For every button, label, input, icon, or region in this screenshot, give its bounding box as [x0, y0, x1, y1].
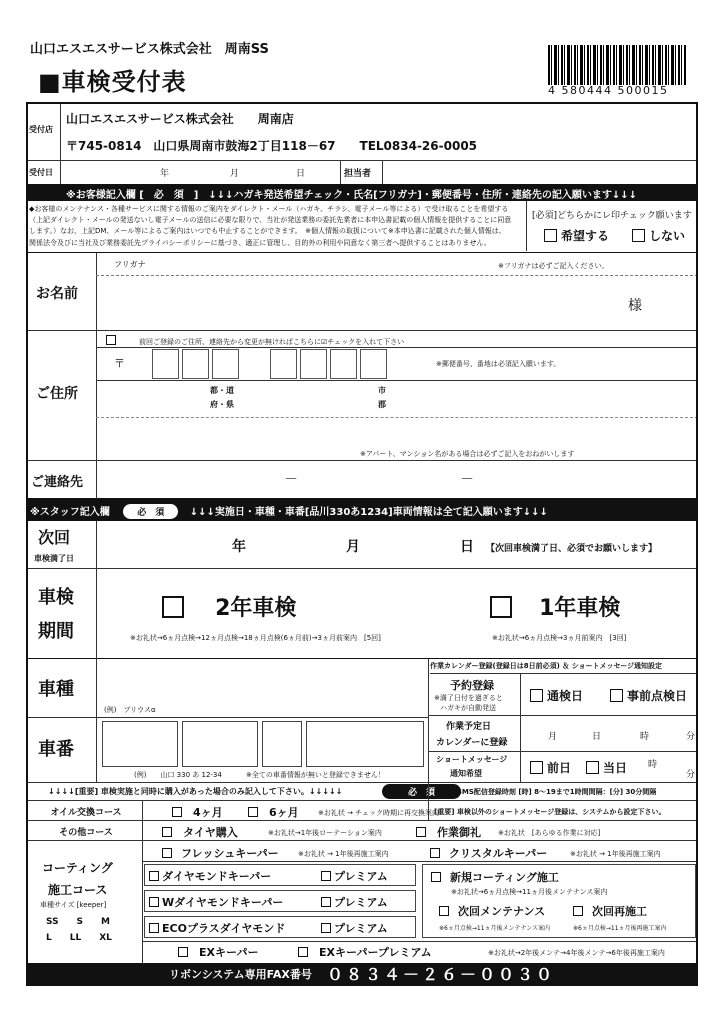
next-day: 日	[460, 539, 474, 555]
plate-number-input[interactable]	[306, 721, 424, 767]
address-unchanged-note: 前回ご登録のご住所、連絡先から変更が無ければこちらに☑チェックを入れて下さい	[139, 338, 405, 346]
ex-premium-checkbox[interactable]	[298, 947, 308, 957]
crystal-keeper-option[interactable]	[430, 845, 547, 861]
contact-label: ご連絡先	[31, 475, 84, 490]
schedule-hour: 時	[640, 732, 650, 742]
plate-region-input[interactable]	[102, 721, 178, 767]
sms-today-checkbox[interactable]	[586, 761, 599, 774]
w-diamond-premium-option[interactable]	[321, 894, 388, 910]
sms-today-label: 当日	[603, 761, 628, 775]
w-diamond-keeper-label: Wダイヤモンドキーパー	[162, 896, 284, 909]
city-label-top: 市	[378, 386, 386, 395]
next-recoat-label: 次回再施工	[592, 905, 647, 918]
diamond-keeper-row	[144, 864, 416, 886]
other-course-row	[26, 821, 698, 841]
dm-no-option[interactable]	[632, 227, 685, 244]
zip-digit-2[interactable]	[182, 349, 209, 379]
next-recoat-note: ※6ヵ月点検→11ヵ月後再施工案内	[573, 925, 667, 932]
w-diamond-premium-checkbox[interactable]	[321, 897, 331, 907]
w-diamond-keeper-checkbox[interactable]	[149, 897, 159, 907]
name-input[interactable]	[106, 279, 626, 325]
zip-digit-4[interactable]	[270, 349, 297, 379]
customer-section-bar: ※お客様記入欄 [ 必 須 ] ↓↓↓ハガキ発送希望チェック・氏名[フリガナ]・郵便番号・住所・連絡先の記入願います↓↓↓	[26, 184, 698, 201]
coating-label-bottom: 施工コース	[48, 883, 108, 897]
coating-section	[26, 841, 698, 963]
contact-dash-2: －	[460, 472, 474, 488]
address-street-input[interactable]	[106, 419, 696, 445]
car-size-label: 車種サイズ [keeper]	[40, 901, 107, 909]
inspection-period-section	[26, 569, 698, 659]
next-expiry-date-input[interactable]	[106, 527, 476, 563]
privacy-line-2: （上記ダイレクト・メールの発送ないし電子メールの送信に必要な限りで、当社が発送業務の委託先業者に本申込書記載の個人情報を提供することに同意	[29, 216, 512, 224]
sms-label-2: 通知希望	[450, 769, 482, 778]
phone-input[interactable]	[106, 465, 696, 495]
dm-no-label: しない	[649, 229, 686, 243]
page-title: ■車検受付表	[38, 68, 187, 96]
new-coating-checkbox[interactable]	[431, 872, 441, 882]
tire-option[interactable]	[162, 824, 238, 840]
diamond-premium-checkbox[interactable]	[321, 871, 331, 881]
next-note: 【次回車検満了日、必須でお願いします】	[486, 544, 658, 554]
eco-plus-diamond-checkbox[interactable]	[149, 923, 159, 933]
fresh-keeper-label: フレッシュキーパー	[181, 847, 279, 860]
w-diamond-keeper-option[interactable]	[149, 894, 283, 910]
fresh-keeper-checkbox[interactable]	[162, 848, 172, 858]
car-number-note: ※全ての車番情報が無いと登録できません！	[246, 771, 385, 779]
eco-premium-label: プレミアム	[334, 922, 388, 935]
one-year-option[interactable]	[490, 591, 620, 622]
zip-digit-1[interactable]	[152, 349, 179, 379]
reception-date-label: 受付日	[29, 168, 53, 177]
fax-label: リボンシステム専用FAX番号	[169, 968, 312, 981]
sms-time-note: [注意] SMS配信登録時刻 [時] 8～19まで1時間間隔：[分] 30分間隔	[434, 788, 657, 796]
diamond-keeper-checkbox[interactable]	[149, 871, 159, 881]
diamond-keeper-option[interactable]	[149, 868, 271, 884]
address-section	[26, 331, 698, 461]
reception-day: 日	[296, 169, 306, 179]
sama-label: 様	[628, 298, 642, 314]
plate-class-input[interactable]	[182, 721, 258, 767]
w-diamond-keeper-row	[144, 890, 416, 912]
car-type-label: 車種	[38, 679, 74, 700]
fax-number: ０８３４－２６－００３０	[326, 965, 555, 984]
period-label-bottom: 期間	[38, 621, 74, 642]
kenshin-option[interactable]	[530, 687, 583, 704]
sms-hour: 時	[648, 760, 658, 770]
work-thanks-label: 作業御礼	[437, 826, 481, 839]
oil-6month-option[interactable]	[248, 804, 299, 820]
ex-keeper-label: EXキーパー	[199, 946, 259, 959]
schedule-minute: 分	[686, 732, 696, 742]
reception-section	[26, 102, 698, 184]
crystal-keeper-note: ※お礼状 → 1年後再施工案内	[570, 850, 661, 858]
jizen-checkbox[interactable]	[610, 689, 623, 702]
company-header: 山口エスエスサービス株式会社 周南SS	[30, 42, 269, 57]
eco-premium-option[interactable]	[321, 920, 388, 936]
work-thanks-checkbox[interactable]	[416, 827, 426, 837]
staff-bar-label: ※スタッフ記入欄	[30, 507, 110, 518]
city-label-bottom: 郡	[378, 400, 386, 409]
car-number-label: 車番	[38, 739, 74, 760]
diamond-premium-option[interactable]	[321, 868, 388, 884]
ex-premium-option[interactable]	[298, 944, 432, 960]
diamond-premium-label: プレミアム	[334, 870, 388, 883]
fresh-keeper-option[interactable]	[162, 845, 279, 861]
sms-prev-day-label: 前日	[547, 761, 572, 775]
next-maintenance-note: ※6ヵ月点検→11ヵ月後メンテナンス案内	[439, 925, 551, 932]
address-prefecture-city-input[interactable]	[106, 381, 696, 415]
schedule-label-1: 作業予定日	[446, 722, 492, 732]
two-year-checkbox[interactable]	[162, 596, 184, 618]
barcode-graphic	[548, 45, 686, 85]
important-bar-text: ↓↓↓↓[重要] 車検実施と同時に購入があった場合のみ記入して下さい。↓↓↓↓↓	[48, 787, 343, 796]
important-required-badge: 必 須	[382, 784, 461, 799]
car-sizes-row-2: L LL XL	[46, 933, 112, 943]
kenshin-label: 通検日	[547, 689, 584, 703]
oil-6month-label: 6ヶ月	[269, 806, 299, 819]
new-coating-note: ※お礼状→6ヵ月点検→11ヵ月後メンテナンス案内	[451, 888, 608, 896]
new-coating-option[interactable]	[431, 869, 559, 885]
furigana-label: フリガナ	[114, 260, 146, 269]
name-label: お名前	[36, 286, 78, 302]
eco-plus-diamond-row	[144, 916, 416, 938]
oil-course-row	[26, 801, 698, 821]
work-thanks-note: ※お礼状 [あらゆる作業に対応]	[498, 829, 601, 837]
w-diamond-premium-label: プレミアム	[334, 896, 388, 909]
prefecture-label-bottom: 府・県	[210, 400, 234, 409]
other-label: その他コース	[59, 828, 113, 838]
dm-required-note: [必須]どちらかにレ印チェック願います	[532, 211, 692, 221]
address-label: ご住所	[36, 386, 78, 402]
sms-label-1: ショートメッセージ	[436, 755, 508, 764]
diamond-keeper-label: ダイヤモンドキーパー	[162, 870, 272, 883]
ex-note: ※お礼状→2年後メンテ→4年後メンテ→6年後再施工案内	[488, 949, 665, 957]
store-address: 〒745-0814 山口県周南市鼓海2丁目118－67 TEL0834-26-0005	[66, 139, 478, 153]
privacy-section	[26, 201, 698, 253]
barcode-number: 4 580444 500015	[548, 84, 669, 97]
zip-mark: 〒	[114, 357, 125, 370]
fax-footer	[26, 963, 698, 986]
privacy-line-3: します。）なお、上記DM、メール等によるご案内はいつでも中止することができます。 ※個人情報の取扱について※本申込書に記載された個人情報は、	[29, 227, 506, 235]
next-month: 月	[346, 539, 360, 555]
sms-minute: 分	[686, 770, 696, 780]
zip-digit-7[interactable]	[360, 349, 387, 379]
new-coating-panel	[422, 864, 696, 938]
jizen-option[interactable]	[610, 687, 687, 704]
plate-kana-input[interactable]	[262, 721, 302, 767]
next-year: 年	[232, 539, 246, 555]
reception-year: 年	[160, 169, 170, 179]
dm-no-checkbox[interactable]	[632, 229, 645, 242]
yoyaku-label: 予約登録	[450, 679, 494, 692]
period-label-top: 車検	[38, 587, 74, 608]
address-unchanged-checkbox[interactable]	[106, 335, 116, 345]
fresh-keeper-note: ※お礼状 → 1年後再施工案内	[298, 850, 389, 858]
yoyaku-sub-1: ※満了日付を過ぎると	[434, 694, 503, 702]
staff-bar-text: ↓↓↓実施日・車種・車番[品川330あ1234]車両情報は全て記入願います↓↓↓	[189, 507, 548, 518]
ex-keeper-option[interactable]	[178, 944, 258, 960]
schedule-day: 日	[592, 732, 602, 742]
name-section	[26, 253, 698, 331]
oil-label: オイル交換コース	[50, 808, 122, 818]
car-type-example: (例) プリウスα	[104, 706, 156, 714]
store-label: 受付店	[29, 125, 53, 134]
crystal-keeper-checkbox[interactable]	[430, 848, 440, 858]
zip-note: ※郵便番号、番地は必須記入願います。	[436, 360, 561, 368]
yoyaku-sub-2: ハガキが自動発送	[440, 704, 496, 712]
dm-hope-checkbox[interactable]	[544, 229, 557, 242]
next-recoat-option[interactable]	[573, 903, 647, 919]
car-type-input[interactable]	[102, 663, 422, 703]
new-coating-label: 新規コーティング施工	[450, 871, 559, 884]
eco-plus-diamond-label: ECOプラスダイヤモンド	[162, 922, 286, 935]
staff-label: 担当者	[344, 169, 372, 179]
kenshin-checkbox[interactable]	[530, 689, 543, 702]
dm-hope-label: 希望する	[561, 229, 610, 243]
next-label: 次回	[38, 528, 71, 547]
calendar-header: 作業カレンダー登録(登録日は8日前必須) ＆ ショートメッセージ通知設定	[430, 661, 698, 674]
oil-note: ※お礼状 → チェック時期に再交換案内	[318, 809, 439, 817]
sms-prev-day-option[interactable]	[530, 759, 571, 776]
next-expiry-section	[26, 521, 698, 569]
tire-note: ※お礼状→1年後ローテーション案内	[268, 829, 382, 837]
tire-label: タイヤ購入	[183, 826, 238, 839]
one-year-label: 1年車検	[539, 596, 621, 621]
next-sublabel: 車検満了日	[34, 554, 74, 563]
next-recoat-checkbox[interactable]	[573, 906, 583, 916]
sms-today-option[interactable]	[586, 759, 627, 776]
address-unchanged-option[interactable]	[106, 335, 404, 347]
oil-4month-label: 4ヶ月	[193, 806, 223, 819]
ex-keeper-checkbox[interactable]	[178, 947, 188, 957]
eco-premium-checkbox[interactable]	[321, 923, 331, 933]
schedule-datetime-input[interactable]	[524, 719, 696, 749]
zip-digit-6[interactable]	[330, 349, 357, 379]
sms-system-note: [重要] 車検以外のショートメッセージ登録は、システムから設定下さい。	[434, 808, 666, 816]
dm-hope-option[interactable]	[544, 227, 609, 244]
sms-prev-day-checkbox[interactable]	[530, 761, 543, 774]
two-year-option[interactable]	[162, 591, 296, 622]
zip-digit-3[interactable]	[212, 349, 239, 379]
oil-4month-checkbox[interactable]	[172, 807, 182, 817]
store-name: 山口エスエスサービス株式会社 周南店	[66, 112, 294, 126]
two-year-label: 2年車検	[215, 596, 297, 621]
reception-month: 月	[230, 169, 240, 179]
one-year-note: ※お礼状→6ヵ月点検→3ヵ月前案内 [3回]	[492, 634, 627, 642]
zip-digit-5[interactable]	[300, 349, 327, 379]
furigana-note: ※フリガナは必ずご記入ください。	[498, 262, 609, 270]
work-thanks-option[interactable]	[416, 824, 481, 840]
contact-section	[26, 461, 698, 499]
schedule-label-2: カレンダーに登録	[436, 738, 508, 748]
next-maintenance-checkbox[interactable]	[439, 906, 449, 916]
one-year-checkbox[interactable]	[490, 596, 512, 618]
oil-4month-option[interactable]	[172, 804, 223, 820]
car-number-example: (例) 山口 330 あ 12-34	[134, 771, 222, 779]
prefecture-label-top: 都・道	[210, 386, 234, 395]
car-sizes-row-1: SS S M	[46, 917, 110, 927]
important-bar-row	[26, 783, 698, 801]
next-maintenance-label: 次回メンテナンス	[458, 905, 546, 918]
ex-premium-label: EXキーパープレミアム	[319, 946, 432, 959]
staff-required-badge: 必 須	[123, 504, 178, 519]
tire-checkbox[interactable]	[162, 827, 172, 837]
next-maintenance-option[interactable]	[439, 903, 545, 919]
coating-label-top: コーティング	[42, 861, 113, 875]
two-year-note: ※お礼状→6ヵ月点検→12ヵ月点検→18ヵ月点検(6ヵ月前)→3ヵ月前案内 [5回]	[130, 634, 381, 642]
contact-dash-1: －	[284, 472, 298, 488]
crystal-keeper-label: クリスタルキーパー	[449, 847, 548, 860]
privacy-line-1: ◆お客様のメンテナンス・各種サービスに関する情報のご案内をダイレクト・メール（ハガキ、チラシ、電子メール等による）で受け取ることを希望する	[29, 205, 509, 213]
staff-section-bar	[26, 499, 698, 521]
oil-6month-checkbox[interactable]	[248, 807, 258, 817]
eco-plus-diamond-option[interactable]	[149, 920, 285, 936]
vehicle-section	[26, 659, 698, 783]
schedule-month: 月	[548, 732, 558, 742]
privacy-line-4: 関係法令及びに当社及び業務委託先プライバシーポリシーに基づき、適正に管理し、目的外の利用や同意なく第三者へ提供することはありません。	[29, 239, 491, 247]
jizen-label: 事前点検日	[627, 689, 688, 703]
apartment-note: ※アパート、マンション名がある場合は必ずご記入をおねがいします	[360, 450, 575, 458]
